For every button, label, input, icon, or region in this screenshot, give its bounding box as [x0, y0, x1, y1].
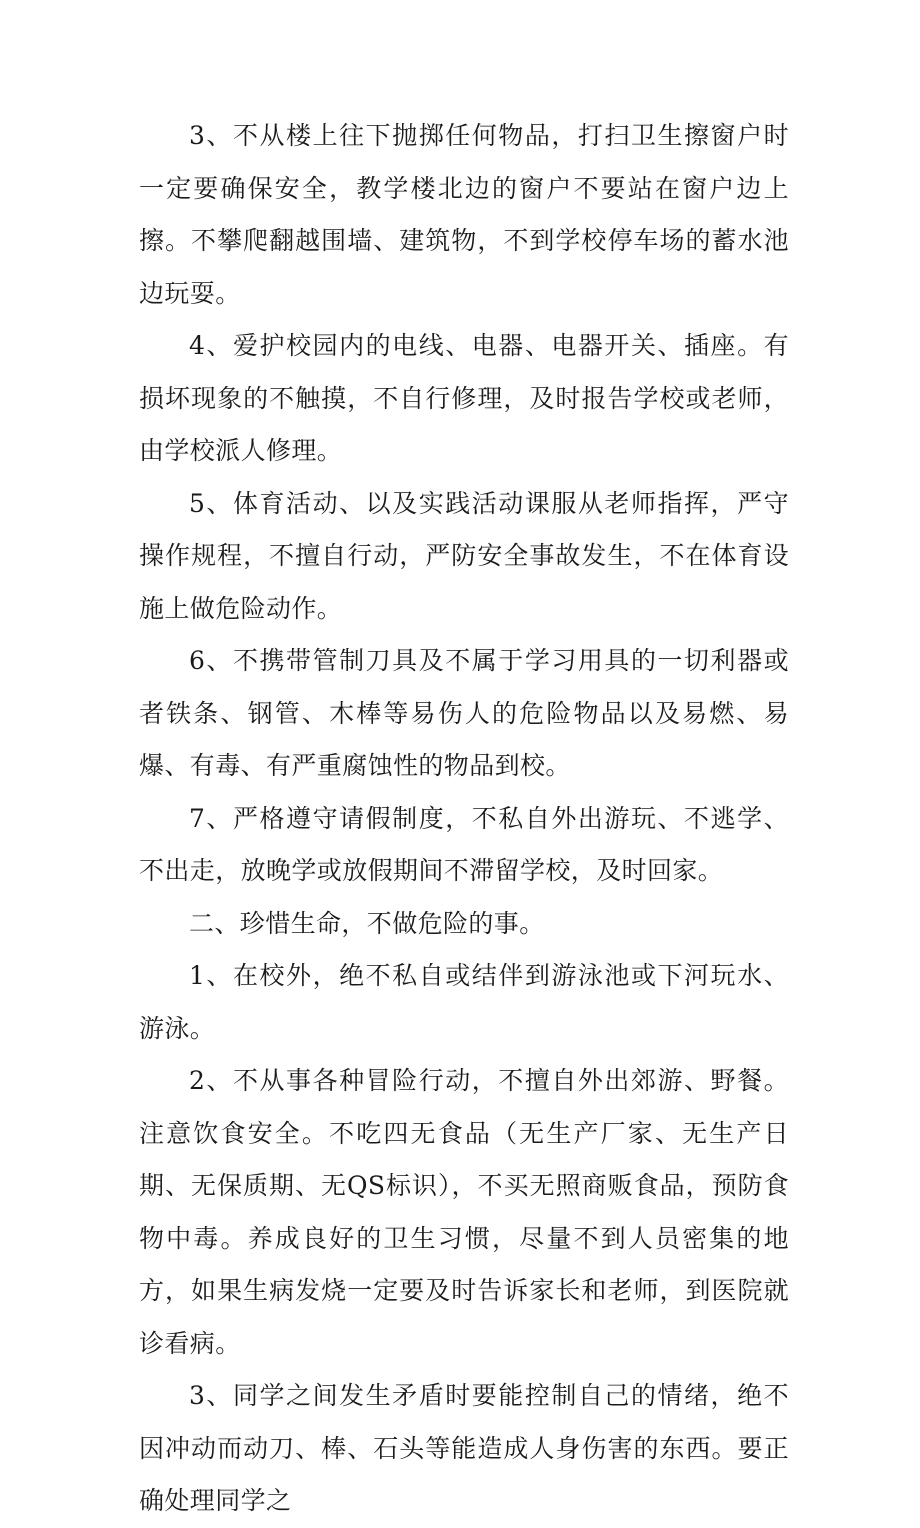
paragraph-item-2-food-safety: 2、不从事各种冒险行动，不擅自外出郊游、野餐。注意饮食安全。不吃四无食品（无生产厂家、无生产日期、无保质期、无QS标识），不买无照商贩食品，预防食物中毒。养成良好的卫生习惯，尽量不到人员密集的地方，如果生病发烧一定要及时告诉家长和老师，到医院就诊看病。 [139, 1066, 789, 1358]
paragraph-rule-4-electrical-safety: 4、爱护校园内的电线、电器、电器开关、插座。有损坏现象的不触摸，不自行修理，及时报告学校或老师，由学校派人修理。 [139, 331, 789, 465]
paragraph-item-3-conflict-control: 3、同学之间发生矛盾时要能控制自己的情绪，绝不因冲动而动刀、棒、石头等能造成人身伤害的东西。要正确处理同学之 [139, 1381, 789, 1515]
paragraph-rule-7-leave-system: 7、严格遵守请假制度，不私自外出游玩、不逃学、不出走，放晚学或放假期间不滞留学校，及时回家。 [139, 803, 789, 885]
document-body [139, 110, 789, 1528]
paragraph-rule-5-sports-safety: 5、体育活动、以及实践活动课服从老师指挥，严守操作规程，不擅自行动，严防安全事故发生，不在体育设施上做危险动作。 [139, 488, 789, 623]
paragraph-rule-6-no-weapons: 6、不携带管制刀具及不属于学习用具的一切利器或者铁条、钢管、木棒等易伤人的危险物品以及易燃、易爆、有毒、有严重腐蚀性的物品到校。 [139, 646, 789, 780]
paragraph-rule-3-no-throwing: 3、不从楼上往下抛掷任何物品，打扫卫生擦窗户时一定要确保安全，教学楼北边的窗户不要站在窗户边上擦。不攀爬翻越围墙、建筑物，不到学校停车场的蓄水池边玩耍。 [139, 121, 789, 308]
section-heading-cherish-life: 二、珍惜生命，不做危险的事。 [189, 908, 545, 938]
paragraph-item-1-no-swimming: 1、在校外，绝不私自或结伴到游泳池或下河玩水、游泳。 [139, 961, 789, 1043]
